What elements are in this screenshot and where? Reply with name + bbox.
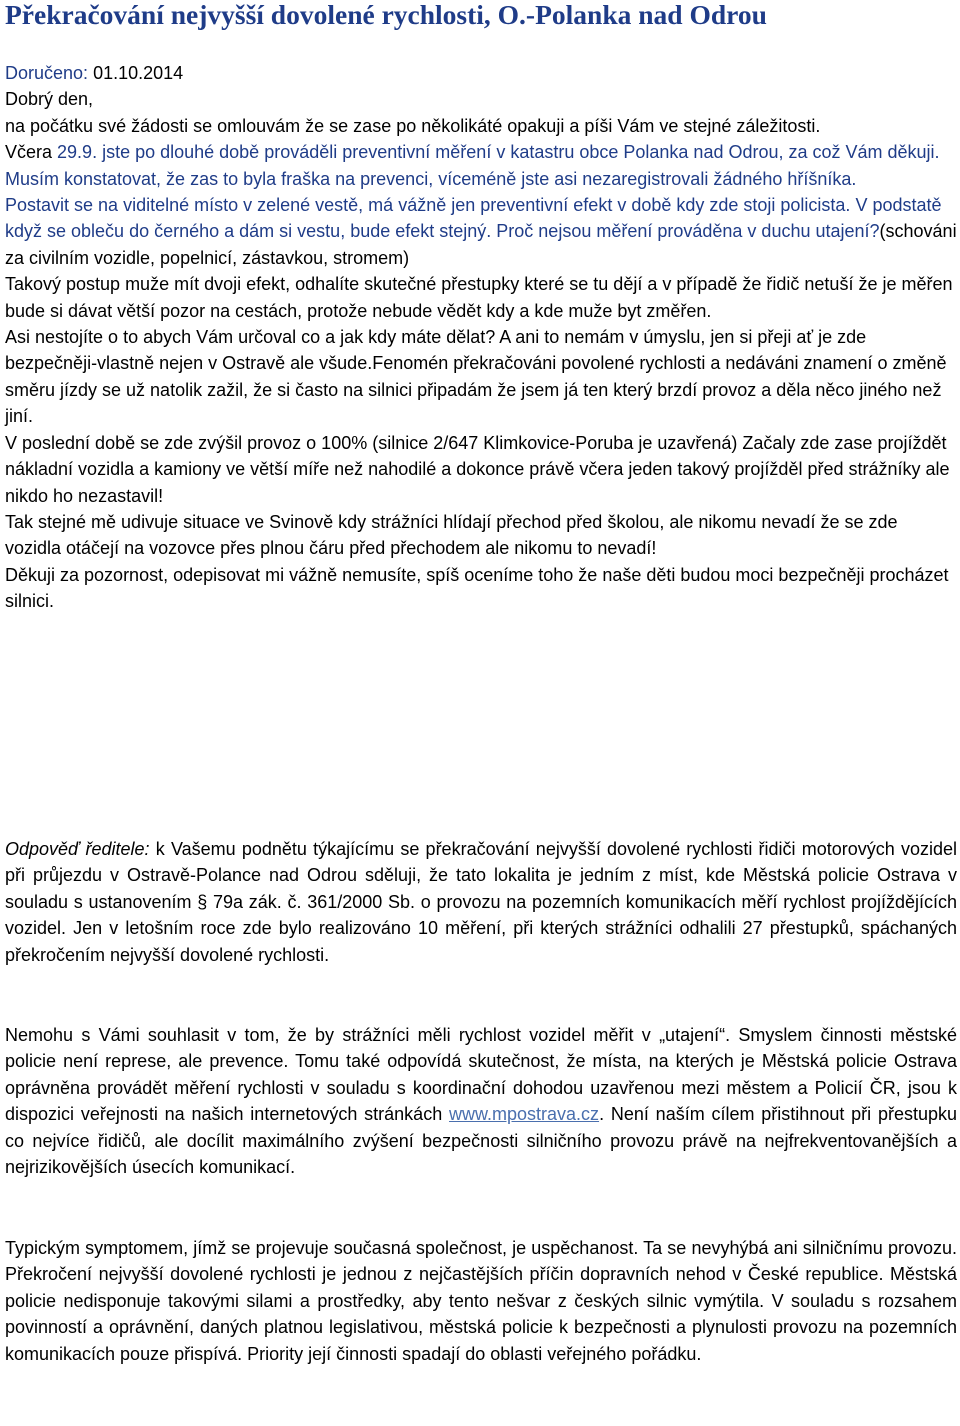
- letter-paragraph-6: Asi nestojíte o to abych Vám určoval co a jak kdy máte dělat? A ani to nemám v úmyslu, jen si přeji ať je zde bezpečněji-vlastně nejen v Ostravě ale všude.Fenomén překračováni povolené rychlosti a nedáváni znamení o změně směru jízdy se už natolik zažil, že si často na silnici připadám že jsem já ten který brzdí provoz a děla něco jiného než jiní.: [5, 327, 947, 427]
- letter-paragraph-2: [5, 139, 957, 165]
- delivered-line: [5, 60, 957, 86]
- letter-paragraph-8: Tak stejné mě udivuje situace ve Svinově kdy strážníci hlídají přechod před školou, ale nikomu nevadí že se zde vozidla otáčejí na vozovce přes plnou čáru před přechodem ale nikomu to nevadí!: [5, 511, 898, 559]
- answer-paragraph-3-text: Typickým symptomem, jímž se projevuje současná společnost, je uspěchanost. Ta se nevyhýbá ani silničnímu provozu. Překročení nejvyšší dovolené rychlosti je jednou z nejčastějších příčin dopravních nehod v České republice. Městská policie nedisponuje takovými silami a prostředky, aby tento nešvar z českých silnic vymýtila. V souladu s rozsahem povinností a oprávnění, daných platnou legislativou, městská policie k bezpečnosti a plynulosti provozu na pozemních komunikacích pouze přispívá. Priority její činnosti spadají do oblasti veřejného pořádku.: [5, 1238, 957, 1364]
- delivered-date: 01.10.2014: [93, 63, 184, 83]
- answer-paragraph-2: [5, 1022, 957, 1180]
- answer-paragraph-2-rest: . Není naším cílem přistihnout při přestupku co nejvíce řidičů, ale docílit maximálního zvýšení bezpečnosti silničního provozu právě na nejfrekventovanějších a nejrizikovějších úsecích komunikací.: [5, 1104, 957, 1178]
- answer-label: Odpověď ředitele:: [5, 839, 150, 859]
- letter-paragraph-2-highlight: 29.9. jste po dlouhé době prováděli preventivní měření v katastru obce Polanka nad Odrou, za což Vám děkuji.: [57, 142, 940, 163]
- answer-paragraph-2-text: Nemohu s Vámi souhlasit v tom, že by strážníci měli rychlost vozidel měřit v „utajení“. Smyslem činnosti městské policie není represe, ale prevence. Tomu také odpovídá skutečnost, že místa, na kterých je Městská policie Ostrava oprávněna provádět měření rychlosti v souladu s koordinační dohodou uzavřenou mezi městem a Policií ČR, jsou k dispozici veřejnosti na našich internetových stránkách: [5, 1025, 957, 1125]
- letter-paragraph-5: Takový postup muže mít dvoji efekt, odhalíte skutečné přestupky které se tu dějí a v případě že řidič netuší že je měřen bude si dávat větší pozor na cestách, protože nebude vědět kdy a kde muže byt změřen.: [5, 274, 953, 321]
- letter-greeting: Dobrý den,: [5, 89, 94, 110]
- delivered-label: Doručeno:: [5, 63, 89, 83]
- page-title: Překračování nejvyšší dovolené rychlosti, O.-Polanka nad Odrou: [5, 0, 767, 30]
- answer-paragraph-1: [5, 836, 957, 968]
- letter-paragraph-4: [5, 192, 957, 271]
- letter-paragraph-2-prefix: Včera: [5, 142, 58, 163]
- answer-paragraph-3: [5, 1235, 957, 1367]
- mpostrava-link[interactable]: www.mpostrava.cz: [449, 1104, 600, 1125]
- letter-paragraph-9: Děkuji za pozornost, odepisovat mi vážně nemusíte, spíš oceníme toho že naše děti budou moci bezpečněji procházet silnici.: [5, 564, 949, 612]
- letter-paragraph-4-rest: (schováni za civilním vozidle, popelnicí, zástavkou, stromem): [5, 221, 957, 268]
- letter-paragraph-3: Musím konstatovat, že zas to byla fraška na prevenci, víceméně jste asi nezaregistrovali žádného hříšníka.: [5, 168, 857, 189]
- citizen-letter: [5, 60, 957, 615]
- answer-paragraph-1-text: k Vašemu podnětu týkajícímu se překračování nejvyšší dovolené rychlosti řidiči motorových vozidel při průjezdu v Ostravě-Polance nad Odrou sděluji, že tato lokalita je jedním z míst, kde Městská policie Ostrava v souladu s ustanovením § 79a zák. č. 361/2000 Sb. o provozu na pozemních komunikacích měří rychlost projíždějících vozidel. Jen v letošním roce zde bylo realizováno 10 měření, při kterých strážníci odhalili 27 přestupků, spáchaných překročením nejvyšší dovolené rychlosti.: [5, 839, 957, 965]
- letter-paragraph-4-highlight: Postavit se na viditelné místo v zelené vestě, má vážně jen preventivní efekt v době kdy zde stoji policista. V podstatě když se obleču do černého a dám si vestu, bude efekt stejný. Proč nejsou měření prováděna v duchu utajení?: [5, 195, 942, 242]
- letter-paragraph-1: na počátku své žádosti se omlouvám že se zase po několikáté opakuji a píši Vám ve stejné záležitosti.: [5, 115, 821, 136]
- letter-paragraph-7: V poslední době se zde zvýšil provoz o 100% (silnice 2/647 Klimkovice-Poruba je uzavřená) Začaly zde zase projíždět nákladní vozidla a kamiony ve větší míře než nahodilé a dokonce právě včera jeden takový projížděl před strážníky ale nikdo ho nezastavil!: [5, 432, 950, 506]
